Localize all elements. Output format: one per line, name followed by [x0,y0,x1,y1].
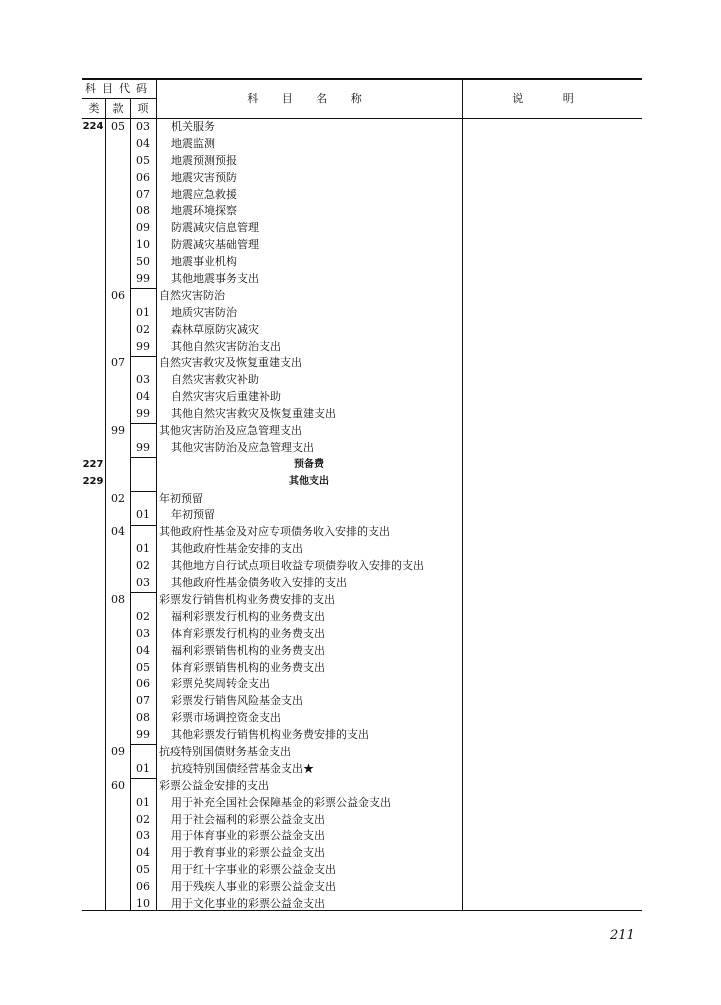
header-code-group: 科目代码 [82,80,156,99]
section-code: 60 [111,778,125,792]
subject-name: 彩票兑奖周转金支出 [171,677,270,691]
item-code: 03 [136,576,150,590]
table-row [82,220,642,237]
table-row [82,187,642,204]
table-row [82,592,642,609]
table-header [82,80,642,119]
subject-name: 地震灾害预防 [171,170,237,184]
subject-name: 彩票发行销售风险基金支出 [171,694,303,708]
table-row [82,271,642,288]
subject-name: 用于社会福利的彩票公益金支出 [171,812,325,826]
table-row [82,845,642,862]
item-separator [130,491,156,492]
table-row [82,626,642,643]
subject-name: 年初预留 [159,491,203,505]
subject-name: 其他地震事务支出 [171,272,259,286]
subject-name: 预备费 [294,458,324,470]
table-row [82,541,642,558]
table-row [82,237,642,254]
class-code: 224 [82,121,104,132]
table-row [82,153,642,170]
subject-name: 其他灾害防治及应急管理支出 [171,440,314,454]
subject-name: 其他支出 [289,475,329,487]
table-row [82,440,642,457]
item-separator [130,744,156,745]
bottom-rule [82,910,642,911]
table-row [82,744,642,761]
table-row [82,423,642,440]
section-code: 09 [111,744,125,758]
table-row [82,170,642,187]
subject-name: 其他自然灾害防治支出 [171,339,281,353]
table-row [82,710,642,727]
subject-name: 机关服务 [171,120,215,133]
item-code: 04 [136,136,150,150]
header-class: 类 [88,102,100,115]
class-code: 229 [82,475,104,487]
table-row [82,862,642,879]
table-row [82,812,642,829]
item-code: 07 [136,694,150,708]
table-row [82,457,642,474]
subject-name: 用于体育事业的彩票公益金支出 [171,829,325,843]
table-row [82,372,642,389]
header-subject-name: 科 目 名 称 [247,92,372,105]
subject-name: 彩票市场调控资金支出 [171,711,281,725]
table-row [82,507,642,524]
item-code: 01 [136,761,150,775]
subject-name: 抗疫特别国债经营基金支出★ [171,761,314,775]
header-item: 项 [137,102,149,115]
header-description: 说 明 [512,92,592,105]
table-row [82,828,642,845]
item-separator [130,592,156,593]
subject-name: 地质灾害防治 [171,305,237,319]
table-row [82,761,642,778]
table-row [82,676,642,693]
subject-name: 自然灾害救灾补助 [171,373,259,387]
subject-name: 其他灾害防治及应急管理支出 [159,424,302,438]
subject-name: 地震应急救援 [171,187,237,201]
item-code: 99 [136,440,150,454]
subject-name: 用于红十字事业的彩票公益金支出 [171,863,336,877]
subject-name: 其他地方自行试点项目收益专项债券收入安排的支出 [171,559,424,573]
table-row [82,609,642,626]
table-row [82,355,642,372]
subject-name: 年初预留 [171,508,215,522]
subject-name: 用于文化事业的彩票公益金支出 [171,896,325,910]
subject-name: 彩票公益金安排的支出 [159,778,269,792]
table-row [82,727,642,744]
item-code: 02 [136,322,150,336]
table-row [82,203,642,220]
subject-name: 地震事业机构 [171,255,237,269]
table-row [82,288,642,305]
item-separator [130,356,156,357]
section-code: 06 [111,288,125,302]
item-code: 07 [136,187,150,201]
item-code: 02 [136,812,150,826]
subject-name: 其他政府性基金债务收入安排的支出 [171,576,347,590]
item-code: 08 [136,204,150,218]
subject-name: 抗疫特别国债财务基金支出 [159,744,291,758]
item-code: 09 [136,221,150,235]
section-code: 02 [111,491,125,505]
table-row [82,474,642,491]
table-row [82,406,642,423]
table-row [82,693,642,710]
section-code: 04 [111,525,125,539]
page-number: 211 [610,928,635,943]
subject-name: 自然灾害灾后重建补助 [171,390,281,404]
subject-name: 体育彩票销售机构的业务费支出 [171,660,325,674]
item-code: 50 [136,255,150,269]
table-row [82,305,642,322]
subject-name: 用于补充全国社会保障基金的彩票公益金支出 [171,795,391,809]
item-code: 05 [136,660,150,674]
subject-name: 其他政府性基金安排的支出 [171,542,303,556]
table-row [82,575,642,592]
item-code: 03 [136,373,150,387]
section-code: 07 [111,356,125,370]
subject-name: 自然灾害救灾及恢复重建支出 [159,356,302,370]
item-code: 01 [136,305,150,319]
item-code: 05 [136,863,150,877]
table-row [82,136,642,153]
item-code: 08 [136,711,150,725]
subject-name: 森林草原防灾减灾 [171,322,259,336]
table-row [82,795,642,812]
subject-name: 用于教育事业的彩票公益金支出 [171,846,325,860]
subject-name: 福利彩票发行机构的业务费支出 [171,609,325,623]
subject-name: 防震减灾基础管理 [171,238,259,252]
table-row [82,322,642,339]
item-code: 10 [136,896,150,910]
item-code: 03 [136,626,150,640]
subject-name: 体育彩票发行机构的业务费支出 [171,626,325,640]
table-row [82,879,642,896]
item-code: 01 [136,795,150,809]
item-code: 99 [136,407,150,421]
item-code: 02 [136,559,150,573]
item-code: 04 [136,643,150,657]
item-code: 99 [136,728,150,742]
section-code: 05 [111,120,125,133]
subject-name: 其他彩票发行销售机构业务费安排的支出 [171,728,369,742]
item-code: 06 [136,170,150,184]
table-row [82,339,642,356]
item-separator [130,778,156,779]
item-code: 04 [136,390,150,404]
subject-name: 其他自然灾害救灾及恢复重建支出 [171,407,336,421]
subject-name: 防震减灾信息管理 [171,221,259,235]
item-separator [130,457,156,458]
item-code: 03 [136,120,150,133]
item-code: 04 [136,846,150,860]
table-row [82,524,642,541]
subject-name: 地震环境探察 [171,204,237,218]
item-separator [130,525,156,526]
section-code: 99 [111,424,125,438]
item-separator [130,288,156,289]
table-row [82,660,642,677]
item-code: 01 [136,542,150,556]
item-code: 05 [136,153,150,167]
subject-name: 用于残疾人事业的彩票公益金支出 [171,880,336,894]
item-code: 10 [136,238,150,252]
item-code: 01 [136,508,150,522]
header-section: 款 [112,102,124,115]
item-separator [130,423,156,424]
item-code: 99 [136,272,150,286]
item-code: 03 [136,829,150,843]
table-row [82,643,642,660]
subject-name: 自然灾害防治 [159,288,225,302]
subject-name: 地震预测预报 [171,153,237,167]
item-code: 06 [136,880,150,894]
table-row [82,778,642,795]
class-code: 227 [82,458,104,470]
item-code: 06 [136,677,150,691]
item-code: 02 [136,609,150,623]
table-row [82,254,642,271]
section-code: 08 [111,592,125,606]
item-code: 99 [136,339,150,353]
table-row [82,119,642,136]
table-row [82,491,642,508]
table-row [82,389,642,406]
subject-name: 福利彩票销售机构的业务费支出 [171,643,325,657]
subject-name: 其他政府性基金及对应专项债务收入安排的支出 [159,525,390,539]
table-body [82,119,642,913]
subject-name: 地震监测 [171,136,215,150]
subject-name: 彩票发行销售机构业务费安排的支出 [159,592,335,606]
table-row [82,558,642,575]
